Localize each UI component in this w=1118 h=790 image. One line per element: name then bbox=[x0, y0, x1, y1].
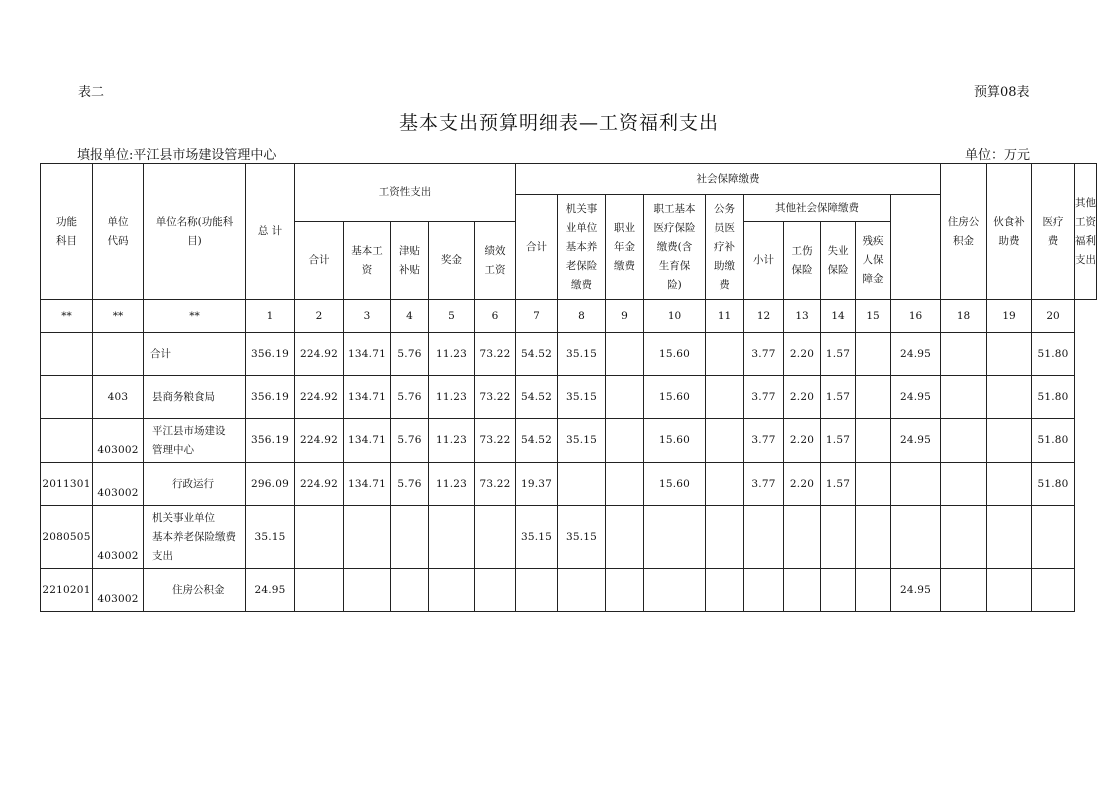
column-index-cell: 15 bbox=[856, 300, 891, 333]
header-civil-servant-medical: 公务 员医 疗补 助缴 费 bbox=[706, 195, 744, 300]
header-meal-subsidy: 伙食补 助费 bbox=[987, 164, 1032, 300]
header-performance-pay: 绩效 工资 bbox=[475, 222, 516, 300]
column-index-cell: 18 bbox=[941, 300, 987, 333]
header-bonus: 奖金 bbox=[429, 222, 475, 300]
value-cell bbox=[606, 419, 644, 463]
value-cell bbox=[706, 463, 744, 506]
value-cell bbox=[606, 463, 644, 506]
value-cell bbox=[856, 506, 891, 569]
header-total: 总 计 bbox=[246, 164, 295, 300]
table-row bbox=[41, 463, 1097, 506]
column-index-cell: 8 bbox=[558, 300, 606, 333]
func-subject-cell bbox=[41, 376, 93, 419]
value-cell: 3.77 bbox=[744, 376, 784, 419]
table-row bbox=[41, 333, 1097, 376]
value-cell bbox=[941, 506, 987, 569]
unit-name-cell: 机关事业单位 基本养老保险缴费 支出 bbox=[144, 506, 246, 569]
header-housing-fund: 住房公 积金 bbox=[941, 164, 987, 300]
value-cell bbox=[821, 506, 856, 569]
value-cell: 3.77 bbox=[744, 463, 784, 506]
value-cell bbox=[391, 569, 429, 612]
value-cell: 5.76 bbox=[391, 419, 429, 463]
value-cell: 19.37 bbox=[516, 463, 558, 506]
value-cell: 73.22 bbox=[475, 419, 516, 463]
header-medical-insurance: 职工基本 医疗保险 缴费(含 生育保 险) bbox=[644, 195, 706, 300]
value-cell: 51.80 bbox=[1032, 419, 1075, 463]
value-cell bbox=[987, 463, 1032, 506]
value-cell bbox=[475, 506, 516, 569]
value-cell bbox=[891, 506, 941, 569]
header-other-welfare: 其他 工资 福利 支出 bbox=[1075, 164, 1097, 300]
value-cell: 2.20 bbox=[784, 333, 821, 376]
unit-name-cell: 县商务粮食局 bbox=[144, 376, 246, 419]
value-cell: 356.19 bbox=[246, 419, 295, 463]
header-basic-salary: 基本工 资 bbox=[344, 222, 391, 300]
value-cell: 2.20 bbox=[784, 376, 821, 419]
value-cell: 3.77 bbox=[744, 419, 784, 463]
value-cell bbox=[558, 463, 606, 506]
value-cell: 15.60 bbox=[644, 333, 706, 376]
header-social-subtotal: 合计 bbox=[516, 195, 558, 300]
value-cell bbox=[856, 419, 891, 463]
value-cell: 73.22 bbox=[475, 463, 516, 506]
unit-code-cell: 403002 bbox=[93, 506, 144, 569]
unit-name-cell: 住房公积金 bbox=[144, 569, 246, 612]
value-cell bbox=[941, 463, 987, 506]
column-index-row bbox=[41, 300, 1097, 333]
column-index-cell: 7 bbox=[516, 300, 558, 333]
value-cell bbox=[706, 569, 744, 612]
func-subject-cell bbox=[41, 419, 93, 463]
value-cell bbox=[706, 506, 744, 569]
value-cell: 73.22 bbox=[475, 376, 516, 419]
func-subject-cell bbox=[41, 333, 93, 376]
value-cell bbox=[1032, 506, 1075, 569]
value-cell: 2.20 bbox=[784, 419, 821, 463]
value-cell: 35.15 bbox=[558, 376, 606, 419]
column-index-cell: 4 bbox=[391, 300, 429, 333]
value-cell: 51.80 bbox=[1032, 463, 1075, 506]
value-cell bbox=[295, 569, 344, 612]
value-cell: 11.23 bbox=[429, 333, 475, 376]
value-cell bbox=[391, 506, 429, 569]
value-cell bbox=[606, 333, 644, 376]
value-cell bbox=[475, 569, 516, 612]
value-cell bbox=[344, 506, 391, 569]
value-cell: 24.95 bbox=[891, 376, 941, 419]
value-cell: 35.15 bbox=[558, 333, 606, 376]
column-index-cell: 10 bbox=[644, 300, 706, 333]
value-cell bbox=[516, 569, 558, 612]
value-cell bbox=[706, 419, 744, 463]
column-index-cell: ** bbox=[144, 300, 246, 333]
value-cell bbox=[941, 333, 987, 376]
value-cell: 224.92 bbox=[295, 376, 344, 419]
value-cell: 224.92 bbox=[295, 419, 344, 463]
value-cell: 73.22 bbox=[475, 333, 516, 376]
value-cell: 35.15 bbox=[558, 506, 606, 569]
value-cell: 296.09 bbox=[246, 463, 295, 506]
unit-code-cell: 403002 bbox=[93, 463, 144, 506]
value-cell bbox=[784, 506, 821, 569]
value-cell bbox=[706, 333, 744, 376]
value-cell: 134.71 bbox=[344, 419, 391, 463]
header-social-security: 社会保障缴费 bbox=[516, 164, 941, 195]
column-index-cell: 9 bbox=[606, 300, 644, 333]
func-subject-cell: 2080505 bbox=[41, 506, 93, 569]
table-row bbox=[41, 569, 1097, 612]
column-index-cell: 12 bbox=[744, 300, 784, 333]
value-cell: 35.15 bbox=[516, 506, 558, 569]
value-cell bbox=[429, 569, 475, 612]
table-row bbox=[41, 376, 1097, 419]
value-cell bbox=[744, 506, 784, 569]
header-wage-expenditure: 工资性支出 bbox=[295, 164, 516, 222]
table-row bbox=[41, 506, 1097, 569]
value-cell: 1.57 bbox=[821, 463, 856, 506]
value-cell: 11.23 bbox=[429, 376, 475, 419]
header-unemployment-insurance: 失业 保险 bbox=[821, 222, 856, 300]
value-cell bbox=[891, 463, 941, 506]
value-cell bbox=[606, 506, 644, 569]
value-cell: 5.76 bbox=[391, 333, 429, 376]
header-work-injury-insurance: 工伤 保险 bbox=[784, 222, 821, 300]
header-other-social-security: 其他社会保障缴费 bbox=[744, 195, 891, 222]
value-cell bbox=[784, 569, 821, 612]
value-cell: 51.80 bbox=[1032, 333, 1075, 376]
header-medical-fee: 医疗 费 bbox=[1032, 164, 1075, 300]
column-index-cell: ** bbox=[93, 300, 144, 333]
value-cell: 1.57 bbox=[821, 376, 856, 419]
value-cell: 24.95 bbox=[891, 419, 941, 463]
value-cell bbox=[644, 506, 706, 569]
value-cell bbox=[941, 419, 987, 463]
value-cell: 24.95 bbox=[246, 569, 295, 612]
header-allowance: 津贴 补贴 bbox=[391, 222, 429, 300]
column-index-cell: 3 bbox=[344, 300, 391, 333]
value-cell bbox=[644, 569, 706, 612]
value-cell bbox=[987, 569, 1032, 612]
header-occupational-annuity: 职业 年金 缴费 bbox=[606, 195, 644, 300]
budget-detail-table bbox=[40, 163, 1097, 612]
table-row bbox=[41, 419, 1097, 463]
column-index-cell: 16 bbox=[891, 300, 941, 333]
header-disability-fund: 残疾 人保 障金 bbox=[856, 222, 891, 300]
value-cell bbox=[558, 569, 606, 612]
unit-code-cell: 403002 bbox=[93, 419, 144, 463]
value-cell: 35.15 bbox=[558, 419, 606, 463]
column-index-cell: 19 bbox=[987, 300, 1032, 333]
header-func-subject: 功能 科目 bbox=[41, 164, 93, 300]
value-cell bbox=[744, 569, 784, 612]
value-cell bbox=[606, 376, 644, 419]
column-index-cell: 13 bbox=[784, 300, 821, 333]
value-cell: 24.95 bbox=[891, 569, 941, 612]
value-cell: 5.76 bbox=[391, 376, 429, 419]
value-cell bbox=[941, 569, 987, 612]
column-index-cell: 5 bbox=[429, 300, 475, 333]
value-cell: 1.57 bbox=[821, 333, 856, 376]
unit-code-cell: 403002 bbox=[93, 569, 144, 612]
column-index-cell: 14 bbox=[821, 300, 856, 333]
value-cell bbox=[941, 376, 987, 419]
value-cell: 134.71 bbox=[344, 333, 391, 376]
value-cell bbox=[856, 376, 891, 419]
value-cell: 2.20 bbox=[784, 463, 821, 506]
value-cell: 1.57 bbox=[821, 419, 856, 463]
value-cell: 15.60 bbox=[644, 376, 706, 419]
header-row-1 bbox=[41, 164, 1097, 195]
value-cell: 54.52 bbox=[516, 333, 558, 376]
column-index-cell: ** bbox=[41, 300, 93, 333]
func-subject-cell: 2011301 bbox=[41, 463, 93, 506]
value-cell: 51.80 bbox=[1032, 376, 1075, 419]
value-cell bbox=[706, 376, 744, 419]
func-subject-cell: 2210201 bbox=[41, 569, 93, 612]
value-cell bbox=[987, 333, 1032, 376]
column-index-cell: 20 bbox=[1032, 300, 1075, 333]
reporting-unit: 填报单位:平江县市场建设管理中心 bbox=[77, 148, 277, 163]
value-cell: 15.60 bbox=[644, 419, 706, 463]
value-cell: 224.92 bbox=[295, 333, 344, 376]
header-other-social-subtotal: 小计 bbox=[744, 222, 784, 300]
column-index-cell: 11 bbox=[706, 300, 744, 333]
value-cell bbox=[606, 569, 644, 612]
value-cell bbox=[1032, 569, 1075, 612]
unit-name-cell: 平江县市场建设 管理中心 bbox=[144, 419, 246, 463]
value-cell bbox=[987, 376, 1032, 419]
value-cell bbox=[344, 569, 391, 612]
value-cell: 3.77 bbox=[744, 333, 784, 376]
column-index-cell: 2 bbox=[295, 300, 344, 333]
header-wage-subtotal: 合计 bbox=[295, 222, 344, 300]
value-cell bbox=[856, 333, 891, 376]
value-cell bbox=[856, 463, 891, 506]
value-cell: 15.60 bbox=[644, 463, 706, 506]
value-cell bbox=[987, 506, 1032, 569]
value-cell: 5.76 bbox=[391, 463, 429, 506]
value-cell: 224.92 bbox=[295, 463, 344, 506]
table-number-label: 表二 bbox=[78, 85, 105, 100]
value-cell: 54.52 bbox=[516, 376, 558, 419]
value-cell bbox=[821, 569, 856, 612]
budget-form-number: 预算08表 bbox=[974, 85, 1030, 100]
header-unit-code: 单位 代码 bbox=[93, 164, 144, 300]
value-cell: 356.19 bbox=[246, 333, 295, 376]
header-unit-name: 单位名称(功能科 目) bbox=[144, 164, 246, 300]
unit-code-cell bbox=[93, 333, 144, 376]
unit-name-cell: 行政运行 bbox=[144, 463, 246, 506]
unit-name-cell: 合计 bbox=[144, 333, 246, 376]
value-cell: 24.95 bbox=[891, 333, 941, 376]
page-title: 基本支出预算明细表—工资福利支出 bbox=[398, 112, 719, 134]
value-cell: 35.15 bbox=[246, 506, 295, 569]
value-cell: 356.19 bbox=[246, 376, 295, 419]
value-cell bbox=[429, 506, 475, 569]
value-cell: 54.52 bbox=[516, 419, 558, 463]
value-cell: 11.23 bbox=[429, 419, 475, 463]
value-cell bbox=[295, 506, 344, 569]
column-index-cell: 1 bbox=[246, 300, 295, 333]
column-index-cell: 6 bbox=[475, 300, 516, 333]
unit-code-cell: 403 bbox=[93, 376, 144, 419]
currency-unit: 单位：万元 bbox=[965, 148, 1031, 163]
value-cell bbox=[987, 419, 1032, 463]
value-cell: 134.71 bbox=[344, 463, 391, 506]
header-pension-insurance: 机关事 业单位 基本养 老保险 缴费 bbox=[558, 195, 606, 300]
value-cell: 134.71 bbox=[344, 376, 391, 419]
value-cell bbox=[856, 569, 891, 612]
value-cell: 11.23 bbox=[429, 463, 475, 506]
